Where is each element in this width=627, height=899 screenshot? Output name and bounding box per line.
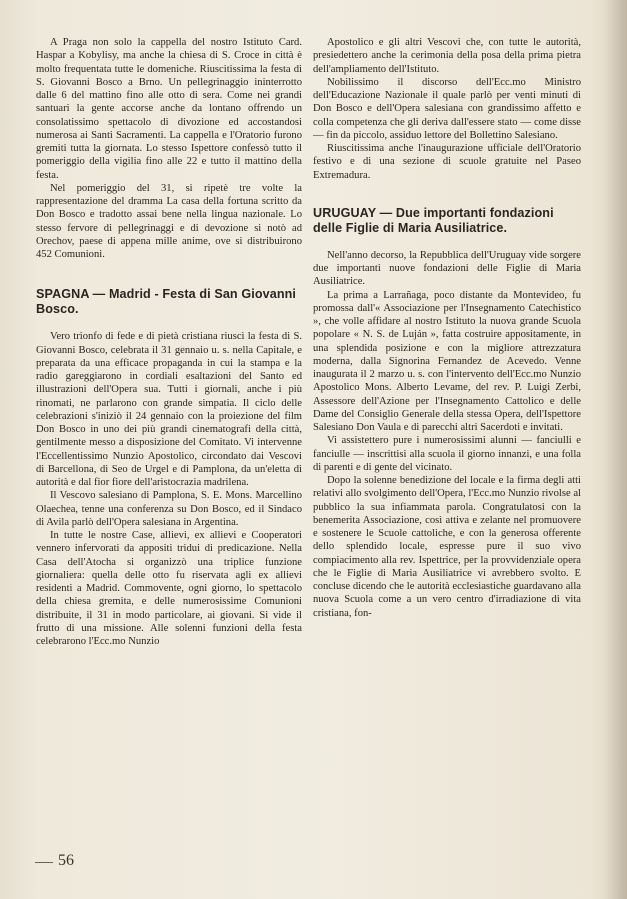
section-heading-spagna: SPAGNA — Madrid - Festa di San Giovanni Bosco.	[36, 287, 297, 317]
paragraph: Apostolico e gli altri Vescovi che, con tutte le autorità, presiedettero anche la cerimonia della posa della prima pietra dell'ampliamento dell'Istituto.	[313, 37, 581, 75]
paragraph: Vi assistettero pure i numerosissimi alunni — fanciulli e fanciulle — inscrittisi alla scuola il giorno innanzi, e una folla di parenti e di gente del vicinato.	[313, 435, 581, 473]
paragraph: Riuscitissima anche l'inaugurazione ufficiale dell'Oratorio festivo e di una sezione di scuole gratuite nel Paseo Extremadura.	[313, 143, 581, 181]
paragraph: Nell'anno decorso, la Repubblica dell'Uruguay vide sorgere due importanti nuove fondazioni delle Figlie di Maria Ausiliatrice.	[313, 249, 581, 288]
paragraph: Nel pomeriggio del 31, si ripetè tre volte la rappresentazione del dramma La casa della fortuna scritto da Don Bosco e tradotto assai bene nella lingua nazionale. Lo stesso fervore di pellegrinaggi e di devozione si notò ad Orechov, paese di appena mille anime, ove si distribuirono 452 Comunioni.	[36, 182, 302, 260]
right-column	[313, 36, 581, 620]
paragraph: Vero trionfo di fede e di pietà cristiana riuscì la festa di S. Giovanni Bosco, celebrata il 31 gennaio u. s. nella Capitale, e preparata da una efficace propaganda in cui la stampa e la radio gareggiarono in cordiali esaltazioni del Santo ed illustrazioni dell'Opera sua. Tutti i giornali, anche i più rinomati, ne parlarono con grande simpatia. Il ciclo delle celebrazioni s'iniziò il 24 gennaio con la proiezione del film Don Bosco in uno dei più grandi cinematografi della città, gentilmente messo a disposizione del Comitato. Vi intervenne l'Eccellentissimo Nunzio Apostolico, circondato dai Vescovi di Barcellona, di Seo de Urgel e di Pamplona, da un'eletta di autorità e dal fior fiore dell'aristocrazia madrilena.	[36, 331, 302, 488]
folio-rule	[35, 862, 53, 863]
paragraph: La prima a Larrañaga, poco distante da Montevideo, fu promossa dall'« Associazione per l'Insegnamento Catechistico », che volle affidare al nostro Istituto la nuova grande Scuola popolare « N. S. de Luján », fatta costruire appositamente, in una splendida posizione e con la migliore attrezzatura moderna, dalla Signorina Fernandez de Acevedo. Venne inaugurata il 2 marzo u. s. con l'intervento dell'Ecc.mo Nunzio Apostolico Mons. Alberto Levame, del rev. P. Luigi Zerbi, Assessore dell'Azione per l'Insegnamento Cattolico e delle Dame del Consiglio Generale della stessa Opera, dell'Ispettore Salesiano Don Vaula e di parecchi altri Sacerdoti e invitati.	[313, 289, 581, 433]
paragraph: Dopo la solenne benedizione del locale e la firma degli atti relativi allo svolgimento dell'Opera, l'Ecc.mo Nunzio rivolse al pubblico la sua infiammata parola. Congratulatosi con la benemerita Associazione, così attiva e zelante nel promuovere e sostenere le Scuole cattoliche, e con la generosa offerente dello splendido locale, espresse pure il suo vivo compiacimento alla rev. Ispettrice, per la provvidenziale opera che le Figlie di Maria Ausiliatrice vi avrebbero svolto. E concluse dicendo che le autorità ecclesiastiche guardavano alla nuova Scuola come a un vero centro d'irradiazione di vita cristiana, fon-	[313, 475, 581, 619]
paragraph: Nobilissimo il discorso dell'Ecc.mo Ministro dell'Educazione Nazionale il quale parlò per venti minuti di Don Bosco e dell'Opera salesiana con grandissimo affetto e colla competenza che gli deriva dall'essere stato — come disse — fin da piccolo, assiduo lettore del Bollettino Salesiano.	[313, 76, 581, 141]
page-number: 56	[58, 852, 74, 869]
paragraph: In tutte le nostre Case, allievi, ex allievi e Cooperatori vennero infervorati da appositi tridui di predicazione. Nella Casa dell'Atocha si organizzò una triplice funzione giornaliera: quella delle otto fu riservata agli ex allievi residenti a Madrid. Commovente, ogni giorno, lo spettacolo della chiesa gremita, e delle numerosissime Comunioni distribuite, il 31 in modo particolare, ai giovani. Si vide il frutto di una missione. Alle solenni funzioni della festa celebrarono l'Ecc.mo Nunzio	[36, 530, 302, 647]
section-heading-uruguay: URUGUAY — Due importanti fondazioni delle Figlie di Maria Ausiliatrice.	[313, 205, 554, 235]
left-column	[36, 36, 302, 648]
paragraph: Il Vescovo salesiano di Pamplona, S. E. Mons. Marcellino Olaechea, tenne una conferenza su Don Bosco, ed il Sindaco di Avila parlò dell'Opera salesiana in Argentina.	[36, 490, 302, 528]
paragraph: A Praga non solo la cappella del nostro Istituto Card. Haspar a Kobylisy, ma anche la chiesa di S. Croce in città è molto frequentata tutte le domeniche. Riuscitissima la festa di S. Giovanni Bosco a Brno. Un pellegrinaggio ininterrotto dalle 6 del mattino fino alle otto di sera. Come nei grandi santuari la gente accorse anche da lontano offrendo un consolatissimo spettacolo di divozione ed accostandosi numerosa ai Santi Sacramenti. La cappella e l'Oratorio furono gremiti tutta la giornata. Lo stesso Ispettore confessò tutto il pomeriggio della vigilia fino alle 22 e tutto il mattino della festa.	[36, 37, 302, 181]
page-edge-shadow	[605, 0, 627, 899]
